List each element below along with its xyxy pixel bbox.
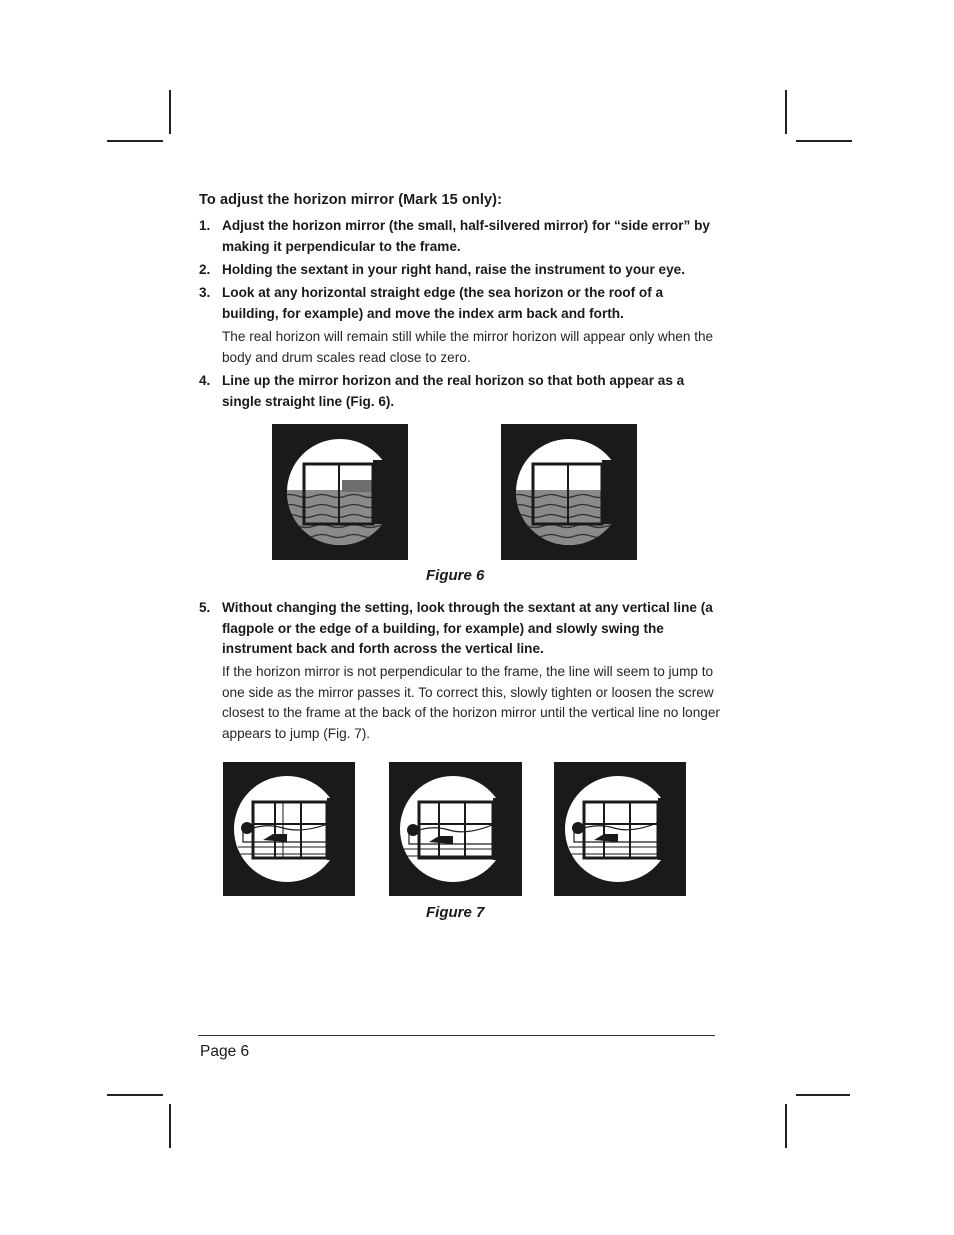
figure-6-aligned-horizon-image [501,424,637,560]
crop-mark [169,90,171,134]
figure-7-vertical-line-image-1 [223,762,355,896]
step-text: Without changing the setting, look through the sextant at any vertical line (a flagpole or the edge of a building, for example) and slowly swing the instrument back and forth across the vertical line. [222,600,713,656]
step-text: Look at any horizontal straight edge (the sea horizon or the roof of a building, for example) and move the index arm back and forth. [222,285,664,321]
crop-mark [796,140,852,142]
page-number: Page 6 [200,1043,250,1060]
step-text: Line up the mirror horizon and the real horizon so that both appear as a single straight line (Fig. 6). [222,373,685,409]
step-2 [199,260,719,281]
step-number: 5. [199,600,211,615]
step-4 [199,371,719,412]
step-5-note: If the horizon mirror is not perpendicular to the frame, the line will seem to jump to one side as the mirror passes it. To correct this, slowly tighten or loosen the screw closest to the frame at the back of the horizon mirror until the vertical line no longer appears to jump (Fig. 7). [222,664,720,741]
step-number: 3. [199,285,211,300]
section-heading: To adjust the horizon mirror (Mark 15 only): [199,192,503,208]
crop-mark [107,1094,163,1096]
step-5 [199,598,719,660]
crop-mark [785,1104,787,1148]
step-3-note: The real horizon will remain still while the mirror horizon will appear only when the body and drum scales read close to zero. [222,329,714,365]
figure-7-vertical-line-image-2 [389,762,522,896]
step-number: 2. [199,262,211,277]
crop-mark [796,1094,850,1096]
figure-6-misaligned-horizon-image [272,424,408,560]
crop-mark [785,90,787,134]
step-number: 1. [199,218,211,233]
step-1 [199,216,719,257]
footer-divider [198,1035,715,1036]
figure-7-caption: Figure 7 [426,904,485,921]
step-number: 4. [199,373,211,388]
figure-6-caption: Figure 6 [426,567,485,584]
crop-mark [107,140,163,142]
figure-7-vertical-line-image-3 [554,762,686,896]
step-text: Holding the sextant in your right hand, raise the instrument to your eye. [222,262,686,277]
step-3 [199,283,719,324]
crop-mark [169,1104,171,1148]
step-text: Adjust the horizon mirror (the small, half-silvered mirror) for “side error” by making it perpendicular to the frame. [222,218,710,254]
